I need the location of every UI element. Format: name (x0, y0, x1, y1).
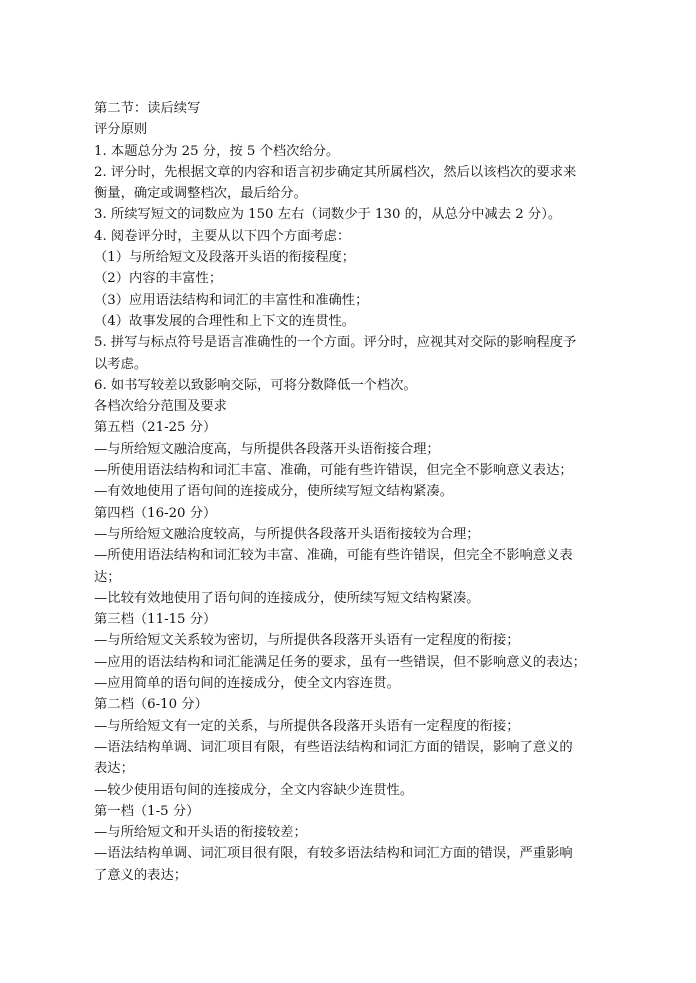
principle-4-item-3: （3）应用语法结构和词汇的丰富性和准确性； (94, 292, 369, 308)
principle-3: 3. 所续写短文的词数应为 150 左右（词数少于 130 的，从总分中减去 2 分）。 (94, 207, 562, 223)
grade-4-title: 第四档（16-20 分） (94, 505, 217, 521)
principle-5: 5. 拼写与标点符号是语言准确性的一个方面。评分时，应视其对交际的影响程度予 (94, 335, 577, 351)
grade-4-item-2-cont: 达； (94, 569, 121, 585)
grade-3-title: 第三档（11-15 分） (94, 612, 217, 628)
principle-1: 1. 本题总分为 25 分，按 5 个档次给分。 (94, 143, 340, 159)
principle-4: 4. 阅卷评分时，主要从以下四个方面考虑： (94, 228, 351, 244)
principle-6: 6. 如书写较差以致影响交际，可将分数降低一个档次。 (94, 377, 417, 393)
grade-2-item-3: —较少使用语句间的连接成分，全文内容缺少连贯性。 (94, 782, 414, 798)
principle-5-cont: 以考虑。 (94, 356, 148, 372)
grade-2-item-2: —语法结构单调、词汇项目有限，有些语法结构和词汇方面的错误，影响了意义的 (94, 739, 573, 755)
section-title: 第二节：读后续写 (94, 101, 201, 116)
principles-heading: 评分原则 (94, 122, 148, 138)
grade-4-item-1: —与所给短文融洽度较高，与所提供各段落开头语衔接较为合理； (94, 526, 480, 542)
principle-2: 2. 评分时，先根据文章的内容和语言初步确定其所属档次，然后以该档次的要求来 (94, 164, 577, 180)
grade-5-item-1: —与所给短文融洽度高，与所提供各段落开头语衔接合理； (94, 441, 440, 457)
grade-1-item-1: —与所给短文和开头语的衔接较差； (94, 825, 307, 841)
principle-4-item-2: （2）内容的丰富性； (94, 271, 223, 287)
document-body (94, 98, 606, 886)
grade-1-item-2: —语法结构单调、词汇项目很有限，有较多语法结构和词汇方面的错误，严重影响 (94, 846, 573, 862)
grade-3-item-2: —应用的语法结构和词汇能满足任务的要求，虽有一些错误，但不影响意义的表达； (94, 654, 586, 670)
principle-4-item-1: （1）与所给短文及段落开头语的衔接程度； (94, 250, 356, 266)
grade-2-item-2-cont: 表达； (94, 761, 134, 777)
grade-1-title: 第一档（1-5 分） (94, 803, 200, 819)
grade-3-item-1: —与所给短文关系较为密切，与所提供各段落开头语有一定程度的衔接； (94, 633, 520, 649)
grade-2-item-1: —与所给短文有一定的关系，与所提供各段落开头语有一定程度的衔接； (94, 718, 520, 734)
grade-4-item-3: —比较有效地使用了语句间的连接成分，使所续写短文结构紧凑。 (94, 590, 480, 606)
grade-3-item-3: —应用简单的语句间的连接成分，使全文内容连贯。 (94, 676, 400, 692)
grade-4-item-2: —所使用语法结构和词汇较为丰富、准确，可能有些许错误，但完全不影响意义表 (94, 548, 573, 564)
grade-5-title: 第五档（21-25 分） (94, 420, 217, 436)
grade-5-item-3: —有效地使用了语句间的连接成分，使所续写短文结构紧凑。 (94, 484, 454, 500)
grade-2-title: 第二档（6-10 分） (94, 697, 208, 713)
principle-4-item-4: （4）故事发展的合理性和上下文的连贯性。 (94, 313, 356, 329)
grade-5-item-2: —所使用语法结构和词汇丰富、准确，可能有些许错误，但完全不影响意义表达； (94, 463, 573, 479)
grade-1-item-2-cont: 了意义的表达； (94, 867, 188, 883)
principle-2-cont: 衡量，确定或调整档次，最后给分。 (94, 186, 307, 202)
grade-levels-heading: 各档次给分范围及要求 (94, 399, 227, 415)
